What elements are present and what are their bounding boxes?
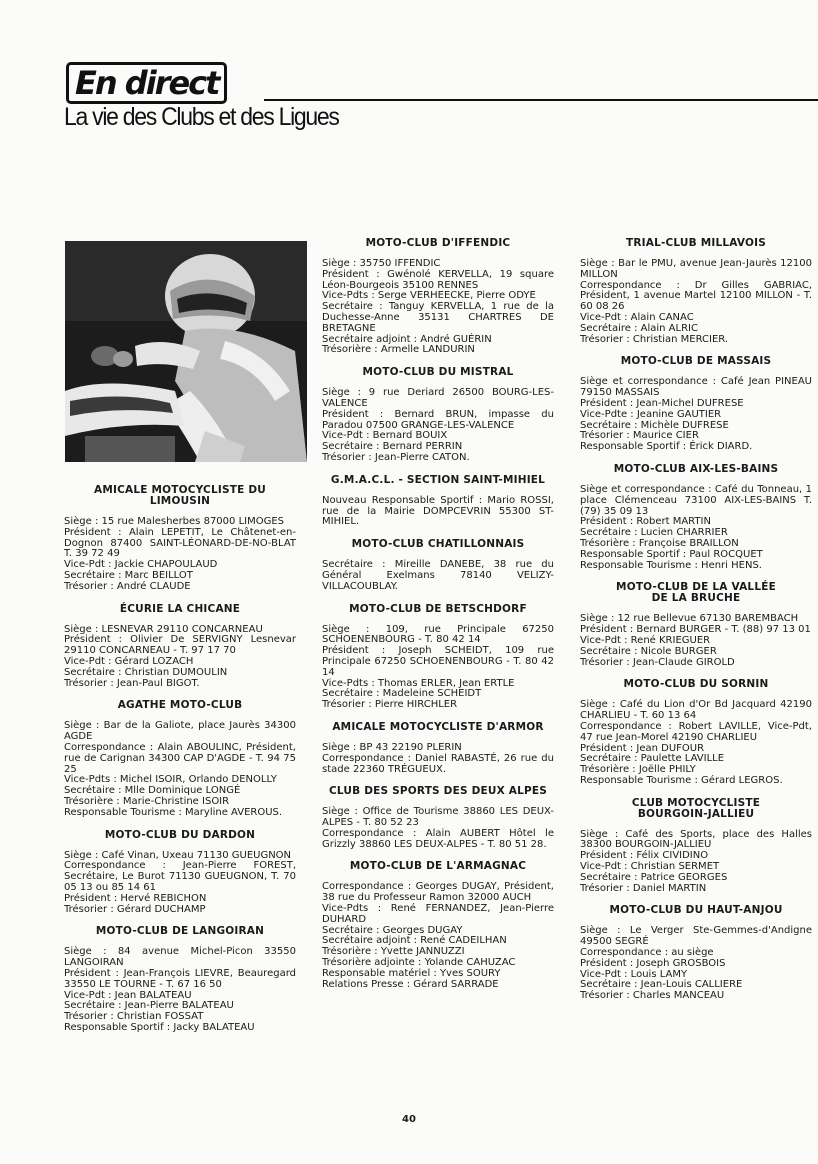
club-details: Siège et correspondance : Café Jean PINEAU 79150 MASSAIS Président : Jean-Michel DUFRESE Vice-Pdte : Jeanine GAUTIER Secrétaire : Michèle DUFRESE Trésorier : Maurice CIER Responsable Sportif : Érick DIARD.	[580, 376, 812, 453]
club-details: Siège : 15 rue Malesherbes 87000 LIMOGES Président : Alain LEPETIT, Le Châtenet-en-Dognon 87400 SAINT-LÉONARD-DE-NO-BLAT T. 39 72 49 Vice-Pdt : Jackie CHAPOULAUD Secrétaire : Marc BEILLOT Trésorier : André CLAUDE	[64, 516, 296, 592]
club-name: MOTO-CLUB DU HAUT-ANJOU	[609, 904, 783, 917]
club-details: Siège : Le Verger Ste-Gemmes-d'Andigne 49500 SEGRÉ Correspondance : au siège Président : Joseph GROSBOIS Vice-Pdt : Louis LAMY Secrétaire : Jean-Louis CALLIERE Trésorier : Charles MANCEAU	[580, 925, 812, 1002]
club-details: Siège : 35750 IFFENDIC Président : Gwénolé KERVELLA, 19 square Léon-Bourgeois 35100 RENNES Vice-Pdts : Serge VERHEECKE, Pierre ODYE Secrétaire : Tanguy KERVELLA, 1 rue de la Duchesse-Anne 35131 CHARTRES DE BRETAGNE Secrétaire adjoint : André GUÉRIN Trésorière : Armelle LANDURIN	[322, 258, 554, 356]
club-details: Siège : Bar le PMU, avenue Jean-Jaurès 12100 MILLON Correspondance : Dr Gilles GABRIAC, Président, 1 avenue Martel 12100 MILLON - T. 60 08 26 Vice-Pdt : Alain CANAC Secrétaire : Alain ALRIC Trésorier : Christian MERCIER.	[580, 258, 812, 345]
section-tagline: La vie des Clubs et des Ligues	[64, 103, 339, 131]
club-details: Secrétaire : Mireille DANEBE, 38 rue du Général Exelmans 78140 VELIZY-VILLACOUBLAY.	[322, 559, 554, 592]
club-details: Siège : Café des Sports, place des Halles 38300 BOURGOIN-JALLIEU Président : Félix CIVIDINO Vice-Pdt : Christian SERMET Secrétaire : Patrice GEORGES Trésorier : Daniel MARTIN	[580, 828, 812, 894]
club-name: MOTO-CLUB DE LA VALLÉE DE LA BRUCHE	[616, 581, 776, 605]
club-name: AGATHE MOTO-CLUB	[117, 699, 243, 712]
club-entry	[580, 356, 812, 453]
club-name: MOTO-CLUB DE L'ARMAGNAC	[349, 860, 527, 873]
club-entry	[64, 830, 296, 916]
club-entry	[322, 786, 554, 850]
club-name: AMICALE MOTOCYCLISTE DU LIMOUSIN	[94, 484, 266, 507]
club-details: Siège : Café du Lion d'Or Bd Jacquard 42190 CHARLIEU - T. 60 13 64 Correspondance : Robert LAVILLE, Vice-Pdt, 47 rue Jean-Morel 42190 CHARLIEU Président : Jean DUFOUR Secrétaire : Paulette LAVILLE Trésorière : Joëlle PHILY Responsable Tourisme : Gérard LEGROS.	[580, 699, 812, 786]
club-entry	[322, 722, 554, 775]
club-entry	[580, 798, 812, 895]
club-name: TRIAL-CLUB MILLAVOIS	[625, 237, 767, 249]
club-entry	[580, 238, 812, 345]
club-details: Correspondance : Georges DUGAY, Président, 38 rue du Professeur Ramon 32000 AUCH Vice-Pdts : René FERNANDEZ, Jean-Pierre DUHARD Secrétaire : Georges DUGAY Secrétaire adjoint : René CADEILHAN Trésorière : Yvette JANNUZZI Trésorière adjointe : Yolande CAHUZAC Responsable matériel : Yves SOURY Relations Presse : Gérard SARRADE	[322, 881, 554, 990]
club-entry	[580, 679, 812, 786]
club-name: CLUB MOTOCYCLISTE BOURGOIN-JALLIEU	[631, 796, 761, 820]
club-details: Siège et correspondance : Café du Tonneau, 1 place Clémenceau 73100 AIX-LES-BAINS T. (79) 35 09 13 Président : Robert MARTIN Secrétaire : Lucien CHARRIER Trésorière : Françoise BRAILLON Responsable Sportif : Paul ROCQUET Responsable Tourisme : Henri HENS.	[580, 483, 812, 571]
club-entry	[322, 861, 554, 990]
club-details: Siège : 12 rue Bellevue 67130 BAREMBACH Président : Bernard BURGER - T. (88) 97 13 01 Vice-Pdt : René KRIEGUER Secrétaire : Nicole BURGER Trésorier : Jean-Claude GIROLD	[580, 613, 811, 668]
club-details: Siège : 9 rue Deriard 26500 BOURG-LES-VALENCE Président : Bernard BRUN, impasse du Paradou 07500 GRANGE-LES-VALENCE Vice-Pdt : Bernard BOUIX Secrétaire : Bernard PERRIN Trésorier : Jean-Pierre CATON.	[322, 387, 554, 463]
club-name: MOTO-CLUB DU SORNIN	[623, 678, 769, 691]
column-2	[322, 238, 554, 1001]
club-name: MOTO-CLUB D'IFFENDIC	[365, 237, 511, 249]
club-details: Siège : Café Vinan, Uxeau 71130 GUEUGNON Correspondance : Jean-Pierre FOREST, Secrétaire, Le Burot 71130 GUEUGNON, T. 70 05 13 ou 85 14 61 Président : Hervé REBICHON Trésorier : Gérard DUCHAMP	[64, 849, 296, 915]
club-entry	[322, 367, 554, 464]
club-details: Siège : 84 avenue Michel-Picon 33550 LANGOIRAN Président : Jean-François LIEVRE, Beauregard 33550 LE TOURNE - T. 67 16 50 Vice-Pdt : Jean BALATEAU Secrétaire : Jean-Pierre BALATEAU Trésorier : Christian FOSSAT Responsable Sportif : Jacky BALATEAU	[64, 946, 296, 1033]
club-name: MOTO-CLUB DU MISTRAL	[362, 366, 514, 379]
club-entry	[64, 926, 296, 1033]
club-details: Siège : 109, rue Principale 67250 SCHOENENBOURG - T. 80 42 14 Président : Joseph SCHEIDT, 109 rue Principale 67250 SCHOENENBOURG - T. 80 42 14 Vice-Pdts : Thomas ERLER, Jean ERTLE Secrétaire : Madeleine SCHEIDT Trésorier : Pierre HIRCHLER	[322, 623, 554, 711]
club-name: MOTO-CLUB DE BETSCHDORF	[349, 602, 527, 615]
club-name: MOTO-CLUB DE LANGOIRAN	[95, 925, 265, 938]
club-entry	[64, 604, 296, 690]
club-entry	[322, 604, 554, 711]
column-1	[64, 485, 296, 1045]
club-entry	[580, 582, 812, 668]
masthead-logo: En direct	[66, 62, 227, 104]
page-number: 40	[402, 1114, 416, 1125]
club-entry	[322, 475, 554, 528]
header-rule	[264, 99, 818, 101]
club-name: MOTO-CLUB DE MASSAIS	[620, 355, 772, 368]
column-3	[580, 238, 812, 1013]
club-entry	[64, 485, 296, 593]
motorcycle-racer-photo	[65, 241, 307, 462]
club-entry	[580, 464, 812, 571]
club-name: MOTO-CLUB CHATILLONNAIS	[351, 538, 525, 551]
club-entry	[64, 700, 296, 818]
club-entry	[322, 238, 554, 356]
club-name: G.M.A.C.L. - SECTION SAINT-MIHIEL	[330, 473, 546, 486]
club-details: Nouveau Responsable Sportif : Mario ROSSI, rue de la Mairie DOMPCEVRIN 55300 ST-MIHIEL.	[322, 494, 554, 528]
club-name: MOTO-CLUB AIX-LES-BAINS	[613, 462, 779, 475]
racer-illustration	[65, 241, 307, 462]
masthead	[66, 62, 227, 104]
club-entry	[580, 905, 812, 1002]
club-details: Siège : Bar de la Galiote, place Jaurès 34300 AGDE Correspondance : Alain ABOULINC, Président, rue de Carignan 34300 CAP D'AGDE - T. 94 75 25 Vice-Pdts : Michel ISOIR, Orlando DENOLLY Secrétaire : Mlle Dominique LONGÉ Trésorière : Marie-Christine ISOIR Responsable Tourisme : Maryline AVEROUS.	[64, 720, 296, 818]
club-name: AMICALE MOTOCYCLISTE D'ARMOR	[332, 720, 544, 733]
club-details: Siège : BP 43 22190 PLERIN Correspondance : Daniel RABASTÉ, 26 rue du stade 22360 TRÉGUEUX.	[322, 741, 554, 775]
club-name: ÉCURIE LA CHICANE	[119, 602, 241, 615]
club-details: Siège : Office de Tourisme 38860 LES DEUX-ALPES - T. 80 52 23 Correspondance : Alain AUBERT Hôtel le Grizzly 38860 LES DEUX-ALPES - T. 80 51 28.	[322, 806, 554, 850]
club-name: MOTO-CLUB DU DARDON	[104, 828, 256, 841]
club-details: Siège : LESNEVAR 29110 CONCARNEAU Président : Olivier De SERVIGNY Lesnevar 29110 CONCARNEAU - T. 97 17 70 Vice-Pdt : Gérard LOZACH Secrétaire : Christian DUMOULIN Trésorier : Jean-Paul BIGOT.	[64, 623, 296, 689]
club-name: CLUB DES SPORTS DES DEUX ALPES	[328, 785, 547, 798]
club-entry	[322, 539, 554, 592]
